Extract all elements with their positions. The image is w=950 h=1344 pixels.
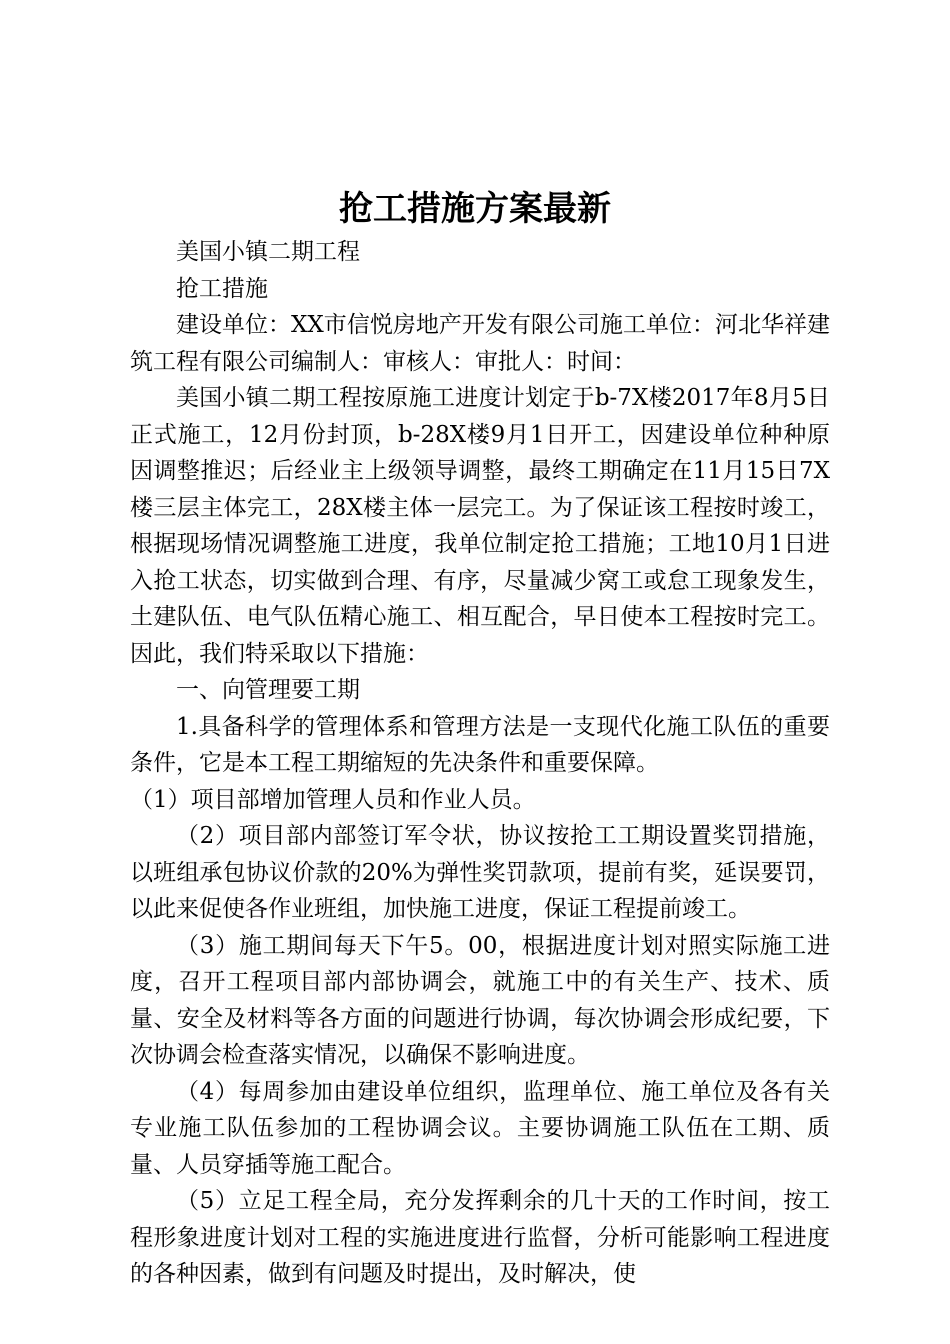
section-heading-management: 一、向管理要工期 [176, 677, 360, 703]
paragraph-sub-5: （5）立足工程全局，充分发挥剩余的几十天的工作时间，按工程形象进度计划对工程的实施进度进行监督，分析可能影响工程进度的各种因素，做到有问题及时提出，及时解决，使 [130, 1188, 830, 1287]
paragraph-project-name: 美国小镇二期工程 [176, 239, 360, 265]
document-body [130, 234, 830, 1293]
paragraph-sub-1: （1）项目部增加管理人员和作业人员。 [130, 786, 536, 813]
paragraph-subtitle: 抢工措施 [176, 275, 268, 302]
paragraph-sub-2: （2）项目部内部签订军令状，协议按抢工工期设置奖罚措施，以班组承包协议价款的20%为弹性奖罚款项，提前有奖，延误要罚，以此来促使各作业班组，加快施工进度，保证工程提前竣工。 [130, 823, 830, 922]
paragraph-background: 美国小镇二期工程按原施工进度计划定于b-7X楼2017年8月5日正式施工，12月份封顶，b-28X楼9月1日开工，因建设单位种种原因调整推迟；后经业主上级领导调整，最终工期确定在11月15日7X楼三层主体完工，28X楼主体一层完工。为了保证该工程按时竣工，根据现场情况调整施工进度，我单位制定抢工措施；工地10月1日进入抢工状态，切实做到合理、有序，尽量减少窝工或怠工现象发生，土建队伍、电气队伍精心施工、相互配合，早日使本工程按时完工。因此，我们特采取以下措施： [130, 385, 830, 667]
paragraph-sub-3: （3）施工期间每天下午5。00，根据进度计划对照实际施工进度，召开工程项目部内部协调会，就施工中的有关生产、技术、质量、安全及材料等各方面的问题进行协调，每次协调会形成纪要，下次协调会检查落实情况，以确保不影响进度。 [130, 932, 830, 1068]
paragraph-units: 建设单位：XX市信悦房地产开发有限公司施工单位：河北华祥建筑工程有限公司编制人：审核人：审批人：时间： [130, 312, 830, 375]
document-title: 抢工措施方案最新 [339, 189, 611, 229]
paragraph-sub-4: （4）每周参加由建设单位组织，监理单位、施工单位及各有关专业施工队伍参加的工程协调会议。主要协调施工队伍在工期、质量、人员穿插等施工配合。 [130, 1078, 830, 1178]
paragraph-item-1: 1.具备科学的管理体系和管理方法是一支现代化施工队伍的重要条件，它是本工程工期缩短的先决条件和重要保障。 [130, 713, 830, 776]
